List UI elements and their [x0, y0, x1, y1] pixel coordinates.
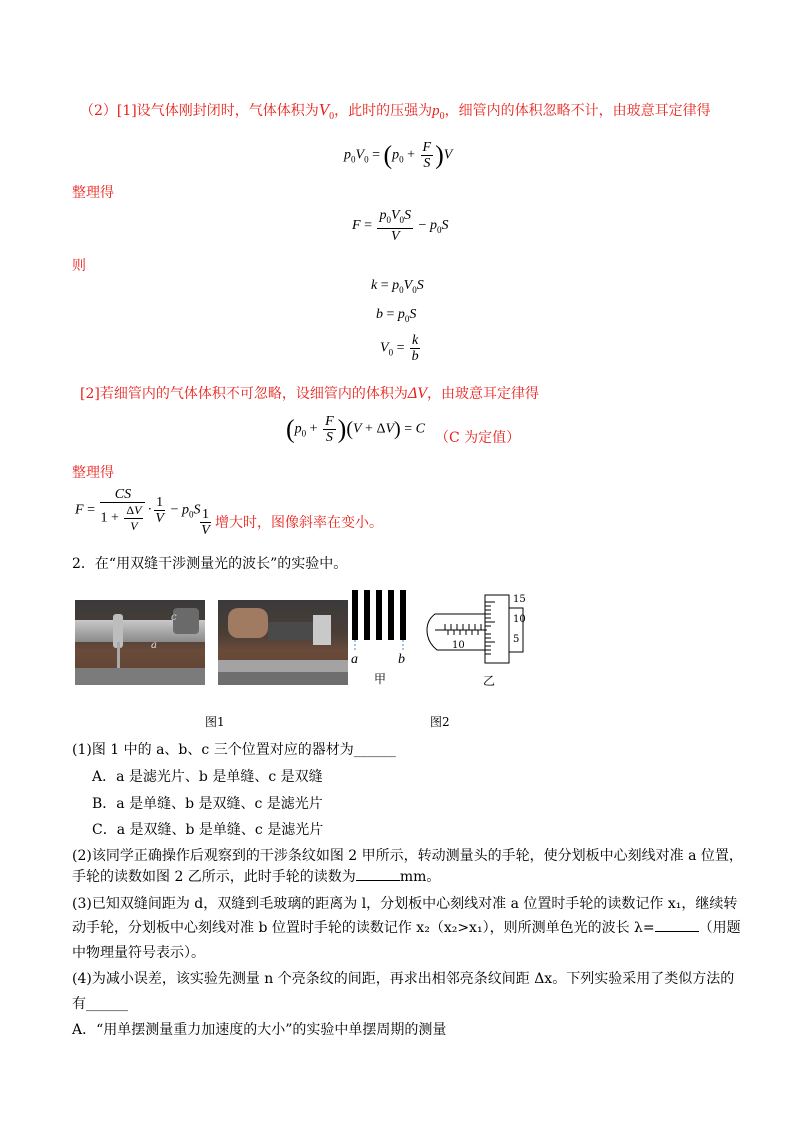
label-zhengli-1: 整理得: [72, 185, 114, 201]
q3-answer-blank[interactable]: [655, 919, 699, 932]
equation-V0: $V_0$ = $\frac{k}{b}$: [380, 333, 419, 364]
fringe-3: [376, 590, 382, 640]
q3-line2-end: （用题: [698, 920, 741, 936]
var-p-sub: 0: [439, 110, 445, 122]
var-p: p: [432, 103, 440, 119]
q1-option-b: B．a 是单缝、b 是双缝、c 是滤光片: [92, 796, 323, 812]
var-deltaV: ΔV: [407, 385, 428, 402]
q4-line1: (4)为减小误差，该实验先测量 n 个亮条纹的间距，再求出相邻亮条纹间距 Δx。下列实验采用了类似方法的: [72, 971, 735, 987]
scale-10: 10: [513, 614, 526, 625]
part2-line1-text: （2）[1]设气体刚封闭时，气体体积为: [80, 103, 319, 119]
fringe-4: [388, 590, 394, 640]
fig2-yi-micrometer: [425, 590, 550, 670]
fig1-label-c-left: c: [171, 612, 177, 623]
main-scale-10: 10: [452, 640, 465, 651]
fig1-caption: 图1: [205, 715, 225, 729]
q2-line2-text: 手轮的读数如图 2 乙所示，此时手轮的读数为: [72, 869, 356, 885]
fig2-caption: 图2: [430, 715, 450, 729]
fig1-photo-right: [218, 600, 348, 685]
q3-line2: [72, 917, 741, 937]
q2-line1: (2)该同学正确操作后观察到的干涉条纹如图 2 甲所示，转动测量头的手轮，使分划板中心刻线对准 a 位置，: [72, 848, 743, 864]
equation-1: $p_0V_0 = (p_0$ + $\frac{F}{S}$ )V: [344, 140, 453, 171]
one-over-V: $\frac{1}{V}$: [201, 507, 210, 538]
c-note: （C 为定值）: [435, 430, 521, 446]
equation-4: F = CS 1 + $\frac{\Delta V}{V}$ · $\frac{1}{V}$ − $p_0S$: [75, 487, 201, 533]
sub2-end: ，由玻意耳定律得: [427, 386, 540, 402]
fig2-yi-label: 乙: [483, 674, 496, 688]
var-V-sub: 0: [329, 110, 335, 122]
equation-k: $k = p_0V_0S$: [371, 278, 424, 295]
equation-2: F = $\frac{p_0V_0S}{V}$ − $p_0S$: [352, 208, 449, 244]
part2-line1-mid: ，此时的压强为: [334, 103, 433, 119]
fig2-label-b: b: [398, 652, 405, 667]
sub2-start: [2]若细管内的气体体积不可忽略，设细管内的体积为: [80, 386, 408, 402]
scale-15: 15: [513, 594, 526, 605]
part2-line1-end: ，细管内的体积忽略不计，由玻意耳定律得: [444, 103, 711, 119]
fringe-2: [364, 590, 370, 640]
equation-3: ($p_0$ + $\frac{F}{S}$ )(V + ΔV) = C: [286, 414, 425, 445]
part2-sub2-line: [80, 383, 539, 403]
equation-b: $b = p_0S$: [376, 307, 417, 324]
q2-unit: mm。: [399, 869, 441, 885]
q1-option-a: A．a 是滤光片、b 是单缝、c 是双缝: [92, 769, 323, 785]
fig2-label-a: a: [351, 652, 358, 667]
q3-line3: 中物理量符号表示）。: [72, 945, 205, 961]
increase-note: 增大时，图像斜率在变小。: [215, 515, 383, 531]
q1-option-c: C．a 是双缝、b 是单缝、c 是滤光片: [92, 822, 324, 838]
q2-answer-blank[interactable]: [356, 868, 400, 881]
fig1-photo-left: [75, 600, 205, 685]
fig1-label-a: a: [151, 640, 157, 651]
scale-5: 5: [513, 634, 520, 645]
var-V: V: [318, 100, 330, 119]
q3-line2-text: 动手轮，分划板中心刻线对准 b 位置时手轮的读数记作 x₂（x₂>x₁），则所测单色光的波长 λ=: [72, 920, 655, 936]
fig2-jia-label: 甲: [374, 672, 387, 686]
q4-option-a: A．“用单摆测量重力加速度的大小”的实验中单摆周期的测量: [72, 1022, 447, 1038]
q2-line2: [72, 866, 440, 886]
q4-line2: 有______: [72, 996, 128, 1012]
q1-text: (1)图 1 中的 a、b、c 三个位置对应的器材为______: [72, 742, 396, 758]
part2-line1: [80, 100, 711, 122]
label-zhengli-2: 整理得: [72, 465, 114, 481]
q3-line1: (3)已知双缝间距为 d，双缝到毛玻璃的距离为 l，分划板中心刻线对准 a 位置时手轮的读数记作 x₁，继续转: [72, 896, 738, 912]
question-2-title: 2．在“用双缝干涉测量光的波长”的实验中。: [72, 556, 348, 572]
fringe-1: [352, 590, 358, 640]
fringe-5: [400, 590, 406, 640]
label-ze: 则: [72, 258, 86, 274]
fig2-jia-fringes: [350, 590, 410, 660]
